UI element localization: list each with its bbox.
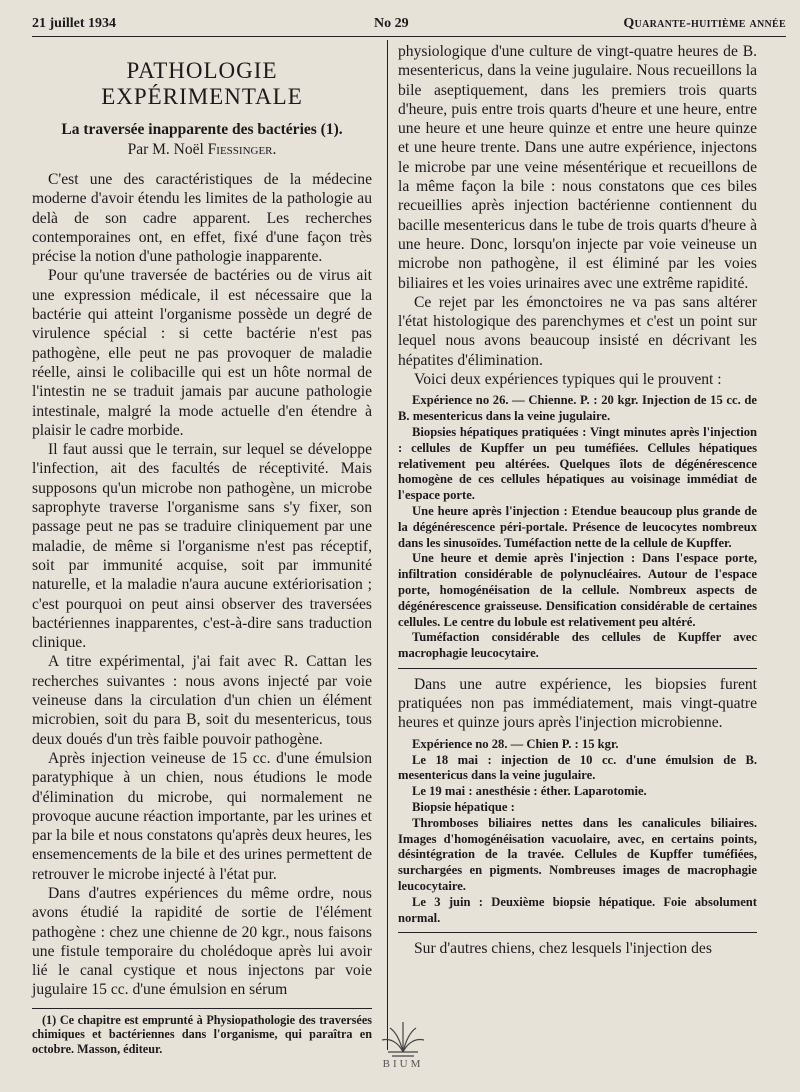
paragraph: physiologique d'une culture de vingt-quatre heures de B. mesentericus, dans la veine jugulaire. Nous recueillons la bile aseptiquement, dans les premiers trois quarts d'heure, puis entre trois quarts d'heure et une heure, entre une heure et une heure quinze et entre une heure quinze et une heure trente. Dans une autre expérience, injectons le microbe par une veine mésentérique et recueillons de la même façon la bile : nous constatons que ces biles recueillies après injection bactérienne contiennent du bacille mesentericus dans le tube de trois quarts d'heure à une heure. Donc, lorsqu'on injecte par voie veineuse un microbe non pathogène, il est éliminé par les voies biliaires et les voies urinaires avec une extrême rapidité. — [398, 43, 757, 292]
experiment-28-text: Le 3 juin : Deuxième biopsie hépatique. Foie absolument normal. — [398, 894, 757, 925]
paragraph: Ce rejet par les émonctoires ne va pas sans altérer l'état histologique des parenchymes et c'est un point sur lequel nous avons beaucoup insisté en décrivant les hépatites d'élimination. — [398, 293, 757, 369]
header-rule — [32, 36, 786, 37]
experiment-28-text: Le 19 mai : anesthésie : éther. Laparotomie. — [412, 784, 647, 799]
paragraph: Voici deux expériences typiques qui le prouvent : — [414, 371, 722, 389]
paragraph: Dans une autre expérience, les biopsies furent pratiquées non pas immédiatement, mais vingt-quatre heures et quinze jours après l'injection microbienne. — [398, 675, 757, 732]
experiment-rule — [398, 668, 757, 669]
experiment-26-text: Tuméfaction considérable des cellules de Kupffer avec macrophagie leucocytaire. — [398, 630, 757, 661]
paragraph: Pour qu'une traversée de bactéries ou de virus ait une expression médicale, il est nécessaire que la bactérie qui atteint l'organisme possède un degré de virulence spécial : si cette bactérie n'est pas pathogène, elle peut ne pas provoquer de maladie réelle, ainsi le colibacille qui est un hôte normal de l'intestin ne se traduit jamais par aucune pathologie intestinale, malgré la mode actuelle d'en étendre à plaisir le cadre morbide. — [32, 267, 372, 439]
issue-date: 21 juillet 1934 — [32, 16, 116, 31]
paragraph: C'est une des caractéristiques de la médecine moderne d'avoir étendu les limites de la pathologie au delà de son cadre apparent. Les recherches contemporaines ont, en effet, fixé d'une façon très précise la notion d'une pathologie inapparente. — [32, 171, 372, 266]
paragraph: Sur d'autres chiens, chez lesquels l'injection des — [414, 940, 712, 958]
issue-year: Quarante-huitième année — [623, 16, 786, 31]
column-divider — [387, 40, 388, 1050]
experiment-26-header: Expérience no 26. — Chienne. P. : 20 kgr. Injection de 15 cc. de B. mesentericus dans la veine jugulaire. — [398, 393, 757, 424]
paragraph: Il faut aussi que le terrain, sur lequel se développe l'infection, ait des facultés de réceptivité. Mais supposons qu'un microbe non pathogène, un microbe saprophyte traverse l'organisme sans s'y fixer, son passage peut ne pas se traduire cliniquement par une maladie, de même si l'organisme n'est pas réceptif, soit par immunité acquise, soit par immunité naturelle, et la maladie n'aura aucune extériorisation ; c'est pourquoi on peut ainsi observer des traversées bactériennes inapparentes, c'est-à-dire sans traduction clinique. — [32, 441, 372, 652]
article-title: La traversée inapparente des bactéries (1). — [61, 121, 343, 138]
experiment-26-text: Biopsies hépatiques pratiquées : Vingt minutes après l'injection : cellules de Kupffer un peu tuméfiées. Cellules hépatiques relativement peu altérées. Quelques îlots de dégénérescence homogène de ces cellules hépatiques au voisinage immédiat de l'espace porte. — [398, 424, 757, 503]
experiment-26-text: Une heure après l'injection : Etendue beaucoup plus grande de la dégénérescence péri-portale. Présence de leucocytes nombreux dans les sinusoïdes. Tuméfaction nette de la cellule de Kupffer. — [398, 503, 757, 550]
experiment-28-text: Biopsie hépatique : — [412, 799, 515, 814]
experiment-26-text: Une heure et demie après l'injection : Dans l'espace porte, infiltration considérable de polynucléaires. Autour de l'espace porte, homogénéisation de la cellule. Nombreux aspects de dégénérescence graisseuse. Densification considérable de certaines cellules. Le centre du lobule est relativement peu altéré. — [398, 551, 757, 629]
paragraph: Après injection veineuse de 15 cc. d'une émulsion paratyphique à un chien, nous étudions le mode d'élimination du microbe, qui normalement ne provoque aucune réaction importante, par les urines et par la bile et nous constatons qu'après deux heures, les ensemencements de la bile et des urines permettent de retrouver le microbe injecté à l'état pur. — [32, 749, 372, 883]
experiment-28-header: Expérience no 28. — Chien P. : 15 kgr. — [412, 736, 619, 751]
logo-text: BIUM — [382, 1058, 424, 1070]
page-header — [32, 12, 786, 34]
right-column — [398, 42, 757, 959]
footnote: (1) Ce chapitre est emprunté à Physiopathologie des traversées chimiques et bactériennes dans l'organisme, qui paraîtra en octobre. Masson, éditeur. — [32, 1012, 372, 1056]
experiment-rule — [398, 932, 757, 933]
byline-prefix: Par M. Noël — [127, 141, 204, 158]
paragraph: A titre expérimental, j'ai fait avec R. Cattan les recherches suivantes : nous avons injecté par voie veineuse dans la circulation d'un chien un élément microbien, soit du para B, soit du mesentericus, tous deux doués d'un très faible pouvoir pathogène. — [32, 653, 372, 748]
issue-number: No 29 — [374, 16, 409, 31]
author-name: Fiessinger. — [207, 141, 277, 158]
section-title: PATHOLOGIE EXPÉRIMENTALE — [101, 58, 303, 109]
experiment-28-text: Thromboses biliaires nettes dans les canalicules biliaires. Images d'homogénéisation vacuolaire, avec, en certains points, désintégration de la travée. Cellules de Kupffer tuméfiées, surchargées en pigments. Nombreuses images de macrophagie leucocytaire. — [398, 815, 757, 893]
left-column — [32, 58, 372, 1057]
experiment-28-text: Le 18 mai : injection de 10 cc. d'une émulsion de B. mesentericus dans la veine jugulaire. — [398, 752, 757, 783]
byline — [32, 140, 372, 160]
footnote-rule — [32, 1008, 372, 1009]
paragraph: Dans d'autres expériences du même ordre, nous avons étudié la rapidité de sortie de l'élément pathogène : chez une chienne de 20 kgr., nous faisons une fistule temporaire du cholédoque après lui avoir lié le canal cystique et nous injectons par voie jugulaire 15 cc. d'une émulsion en sérum — [32, 884, 372, 999]
